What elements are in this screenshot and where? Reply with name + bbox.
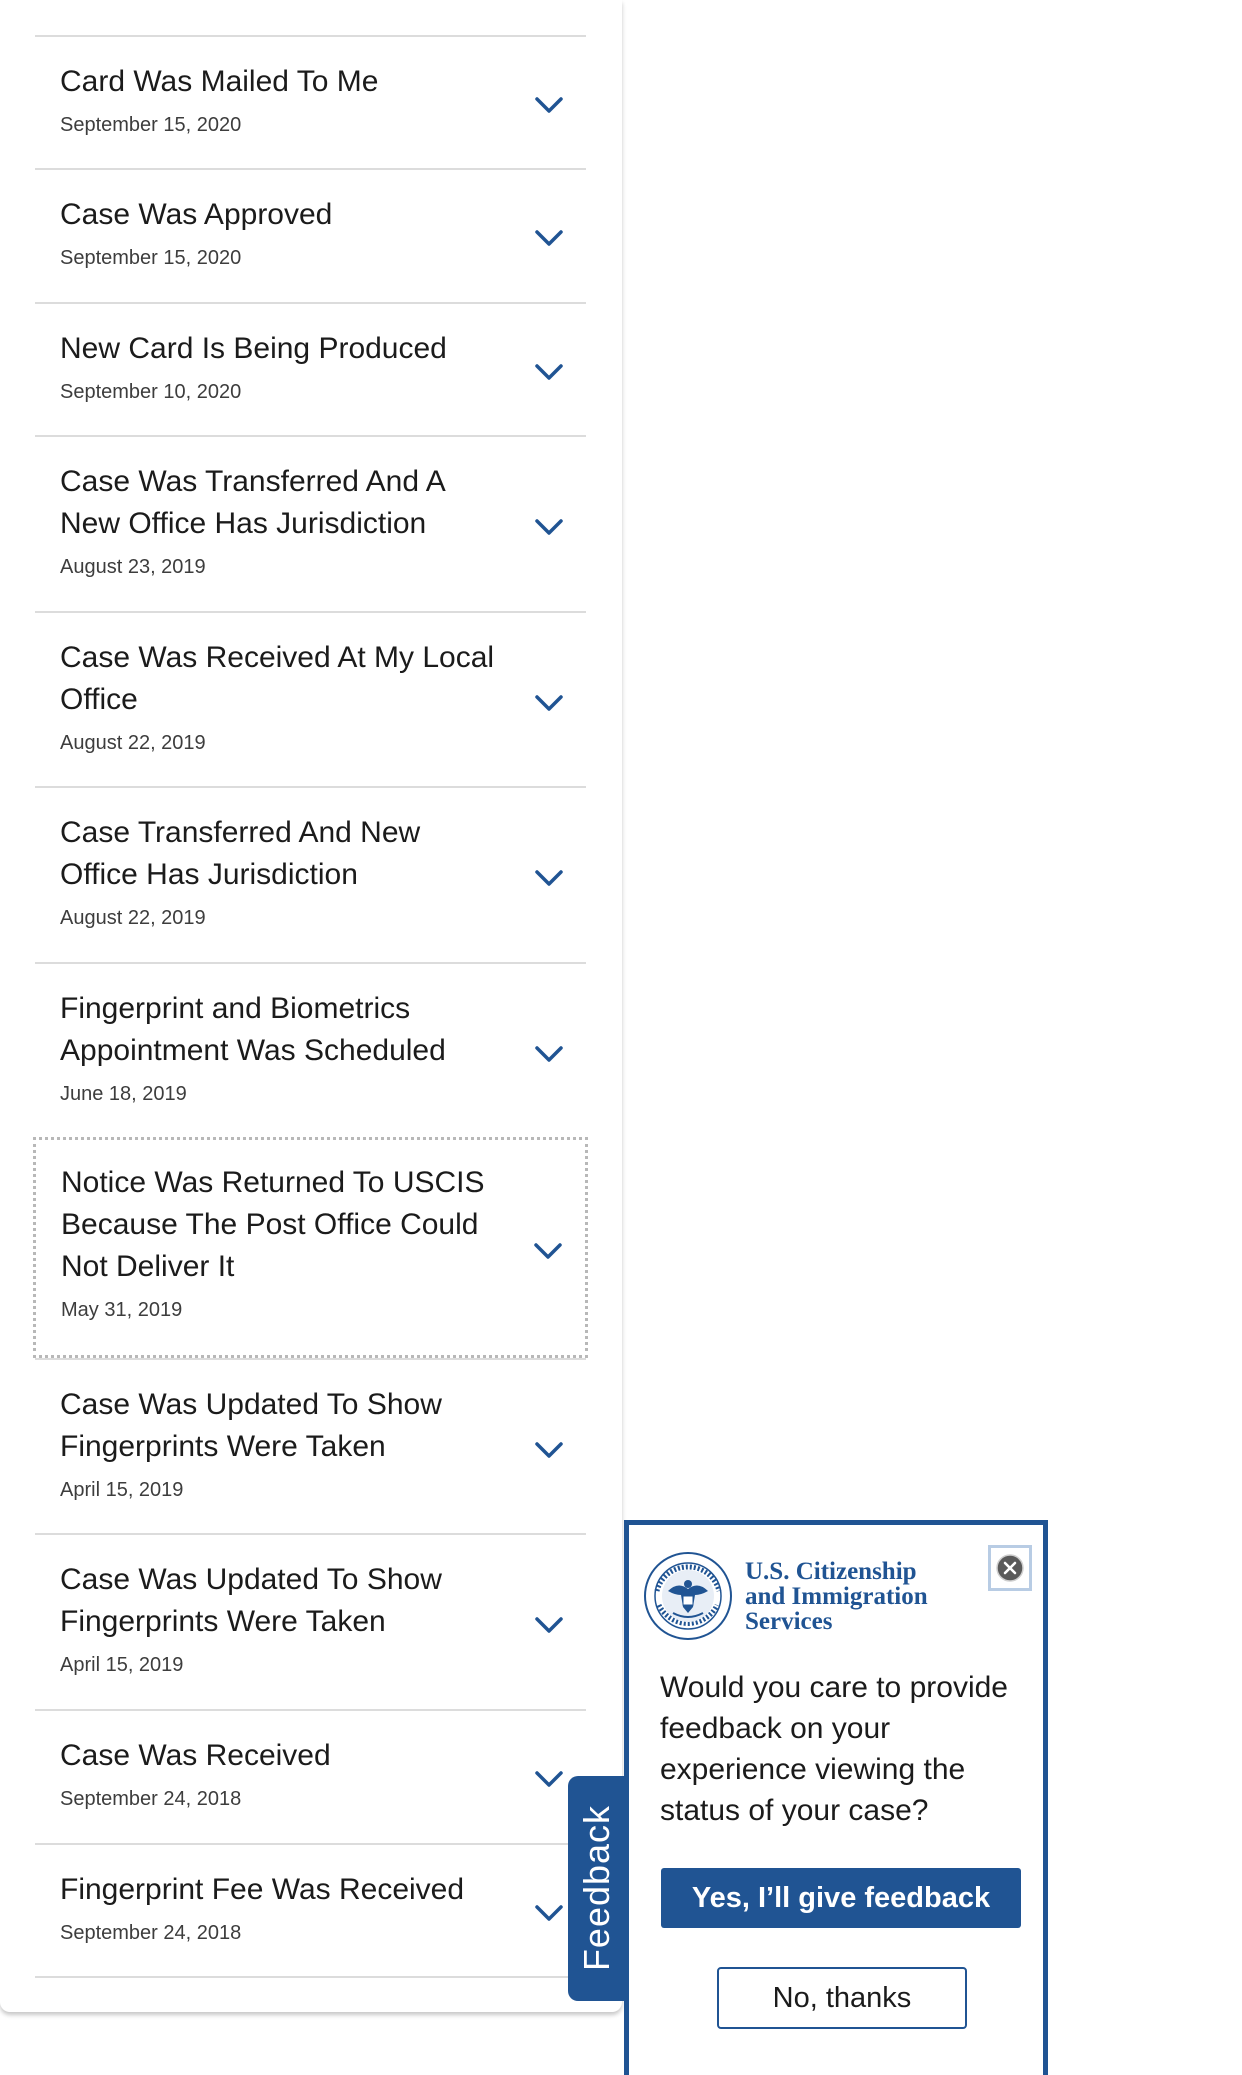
close-button[interactable]: [988, 1545, 1032, 1591]
case-history-title: Case Was Updated To Show Fingerprints Were Taken: [60, 1563, 442, 1638]
case-history-item[interactable]: [35, 611, 586, 786]
case-history-item[interactable]: [35, 1533, 586, 1709]
case-history-title: Case Transferred And New Office Has Jurisdiction: [60, 816, 421, 891]
chevron-down-icon[interactable]: [534, 95, 564, 115]
chevron-down-icon[interactable]: [534, 1044, 564, 1064]
case-history-date: August 22, 2019: [60, 732, 206, 754]
case-history-title: Case Was Updated To Show Fingerprints Were Taken: [60, 1388, 442, 1463]
case-history-title: New Card Is Being Produced: [60, 332, 447, 365]
close-icon: [996, 1554, 1024, 1582]
case-history-title: Case Was Received: [60, 1739, 331, 1772]
case-history-date: June 18, 2019: [60, 1083, 187, 1105]
case-history-item[interactable]: [35, 786, 586, 962]
give-feedback-button[interactable]: Yes, I’ll give feedback: [661, 1868, 1021, 1928]
case-history-item[interactable]: [35, 1358, 586, 1533]
case-history-title: Fingerprint Fee Was Received: [60, 1873, 465, 1906]
case-history-date: September 15, 2020: [60, 247, 242, 269]
feedback-tab-button[interactable]: [568, 1776, 626, 2001]
case-history-item[interactable]: [35, 1709, 586, 1843]
case-history-title: Case Was Transferred And A New Office Has Jurisdiction: [60, 465, 445, 540]
case-history-card: [0, 0, 622, 2012]
case-history-date: May 31, 2019: [61, 1299, 183, 1321]
case-history-date: September 24, 2018: [60, 1788, 242, 1810]
chevron-down-icon[interactable]: [534, 1615, 564, 1635]
case-history-date: August 22, 2019: [60, 907, 206, 929]
decline-feedback-button[interactable]: No, thanks: [717, 1967, 967, 2029]
feedback-modal: [624, 1520, 1048, 2075]
case-history-title: Fingerprint and Biometrics Appointment Was Scheduled: [60, 992, 446, 1067]
case-history-item[interactable]: [35, 962, 586, 1137]
list-divider: [35, 1976, 586, 1978]
chevron-down-icon[interactable]: [534, 1769, 564, 1789]
case-history-item[interactable]: [35, 35, 586, 168]
chevron-down-icon[interactable]: [534, 362, 564, 382]
case-history-item[interactable]: [35, 168, 586, 302]
case-history-date: August 23, 2019: [60, 556, 206, 578]
case-history-date: April 15, 2019: [60, 1654, 184, 1676]
chevron-down-icon[interactable]: [534, 517, 564, 537]
feedback-prompt: Would you care to provide feedback on your experience viewing the status of your case?: [660, 1671, 1008, 1827]
chevron-down-icon[interactable]: [534, 228, 564, 248]
chevron-down-icon[interactable]: [534, 1440, 564, 1460]
chevron-down-icon[interactable]: [534, 1903, 564, 1923]
chevron-down-icon[interactable]: [533, 1241, 563, 1261]
case-history-date: September 10, 2020: [60, 381, 242, 403]
case-history-title: Card Was Mailed To Me: [60, 65, 379, 98]
case-history-date: April 15, 2019: [60, 1479, 184, 1501]
case-history-item[interactable]: [35, 302, 586, 435]
case-history-item[interactable]: [35, 1843, 586, 1976]
case-history-title: Case Was Received At My Local Office: [60, 641, 495, 716]
case-history-date: September 24, 2018: [60, 1922, 242, 1944]
case-history-item[interactable]: [35, 435, 586, 611]
case-history-title: Notice Was Returned To USCIS Because The Post Office Could Not Deliver It: [61, 1166, 485, 1283]
dhs-seal-icon: [643, 1551, 733, 1641]
case-history-item-focused[interactable]: [33, 1137, 588, 1358]
agency-name: U.S. Citizenship and Immigration Services: [745, 1558, 928, 1635]
chevron-down-icon[interactable]: [534, 868, 564, 888]
case-history-title: Case Was Approved: [60, 198, 333, 231]
feedback-tab-label: Feedback: [576, 1804, 617, 1972]
chevron-down-icon[interactable]: [534, 693, 564, 713]
case-history-date: September 15, 2020: [60, 114, 242, 136]
